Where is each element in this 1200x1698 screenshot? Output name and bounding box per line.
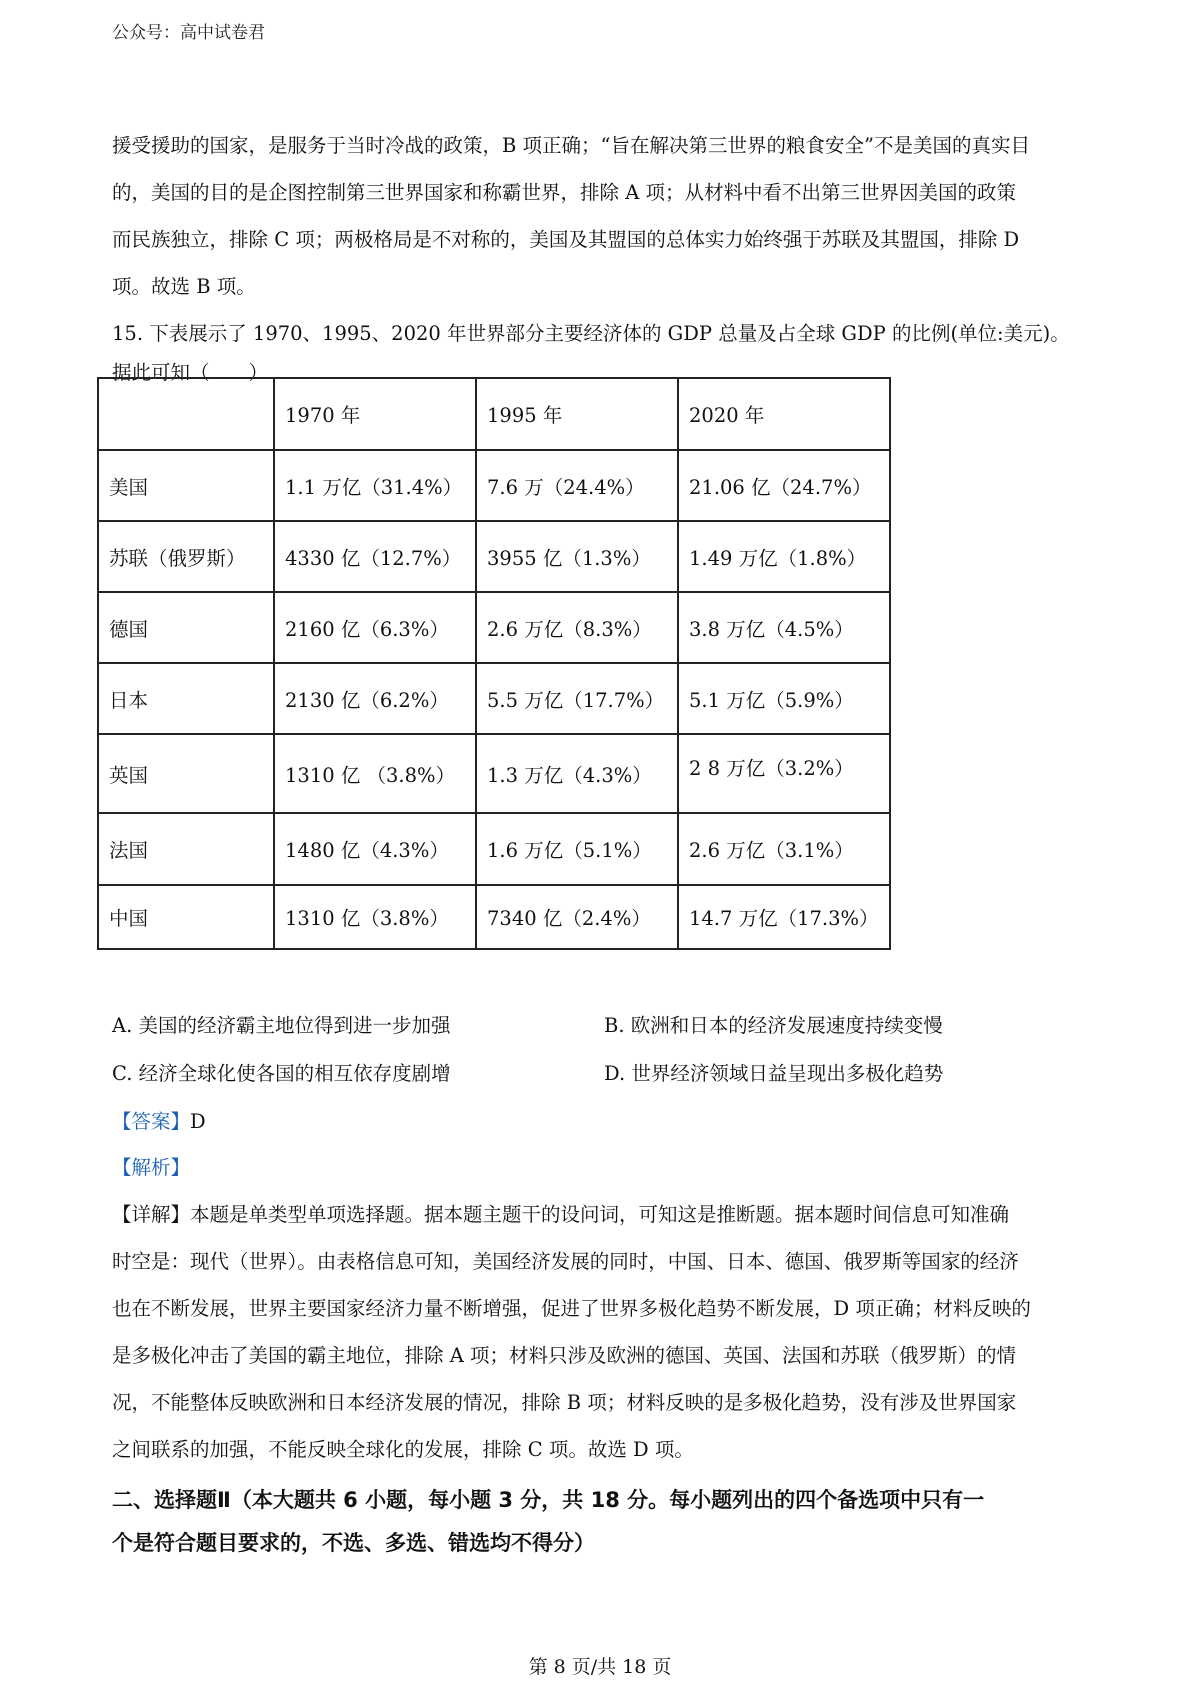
option-d: D. 世界经济领域日益呈现出多极化趋势 <box>604 1062 944 1085</box>
detail-line: 也在不断发展，世界主要国家经济力量不断增强，促进了世界多极化趋势不断发展，D 项正确；材料反映的 <box>112 1297 1031 1320</box>
answer-line <box>112 1106 206 1134</box>
table-cell: 法国 <box>98 813 274 885</box>
table-cell: 5.5 万亿（17.7%） <box>476 663 678 734</box>
detail-line: 况，不能整体反映欧洲和日本经济发展的情况，排除 B 项；材料反映的是多极化趋势，没有涉及世界国家 <box>112 1391 1017 1414</box>
table-cell: 德国 <box>98 592 274 663</box>
table-row <box>98 813 890 885</box>
table-cell: 3.8 万亿（4.5%） <box>678 592 890 663</box>
detail-line <box>112 1199 1009 1227</box>
table-cell: 美国 <box>98 450 274 521</box>
table-row <box>98 663 890 734</box>
intro-line: 项。故选 B 项。 <box>112 275 256 298</box>
detail-tag: 【详解】 <box>112 1203 191 1226</box>
table-cell: 1480 亿（4.3%） <box>274 813 476 885</box>
intro-line: 的，美国的目的是企图控制第三世界国家和称霸世界，排除 A 项；从材料中看不出第三世界因美国的政策 <box>112 181 1016 204</box>
page-number: 第 8 页/共 18 页 <box>528 1656 672 1678</box>
table-header-cell <box>98 378 274 450</box>
table-cell: 7.6 万（24.4%） <box>476 450 678 521</box>
table-cell: 1.3 万亿（4.3%） <box>476 734 678 813</box>
answer-tag: 【答案】 <box>112 1110 191 1133</box>
table-cell: 14.7 万亿（17.3%） <box>678 885 890 949</box>
table-header-row <box>98 378 890 450</box>
table-cell: 5.1 万亿（5.9%） <box>678 663 890 734</box>
table-cell: 1310 亿 （3.8%） <box>274 734 476 813</box>
question-stem: 15. 下表展示了 1970、1995、2020 年世界部分主要经济体的 GDP 总量及占全球 GDP 的比例(单位:美元)。 <box>112 322 1070 345</box>
table-cell: 2130 亿（6.2%） <box>274 663 476 734</box>
table-header-cell: 1970 年 <box>274 378 476 450</box>
table-cell: 1.6 万亿（5.1%） <box>476 813 678 885</box>
detail-line: 时空是：现代（世界）。由表格信息可知，美国经济发展的同时，中国、日本、德国、俄罗斯等国家的经济 <box>112 1250 1019 1273</box>
detail-line: 是多极化冲击了美国的霸主地位，排除 A 项；材料只涉及欧洲的德国、英国、法国和苏联（俄罗斯）的情 <box>112 1344 1016 1367</box>
page-header: 公众号：高中试卷君 <box>112 23 265 43</box>
intro-line: 援受援助的国家，是服务于当时冷战的政策，B 项正确；“旨在解决第三世界的粮食安全”不是美国的真实目 <box>112 134 1030 157</box>
option-b: B. 欧洲和日本的经济发展速度持续变慢 <box>604 1014 943 1037</box>
option-c: C. 经济全球化使各国的相互依存度剧增 <box>112 1062 451 1085</box>
table-cell: 2.6 万亿（8.3%） <box>476 592 678 663</box>
table-cell: 1310 亿（3.8%） <box>274 885 476 949</box>
table-cell: 中国 <box>98 885 274 949</box>
table-cell: 2 8 万亿（3.2%） <box>678 734 890 813</box>
option-a: A. 美国的经济霸主地位得到进一步加强 <box>112 1014 451 1037</box>
table-cell: 2160 亿（6.3%） <box>274 592 476 663</box>
section-title-cont: 个是符合题目要求的，不选、多选、错选均不得分） <box>112 1531 595 1555</box>
gdp-table <box>97 377 891 950</box>
table-header-cell: 2020 年 <box>678 378 890 450</box>
table-row <box>98 592 890 663</box>
section-title: 二、选择题Ⅱ（本大题共 6 小题，每小题 3 分，共 18 分。每小题列出的四个备选项中只有一 <box>112 1488 985 1512</box>
table-header-cell: 1995 年 <box>476 378 678 450</box>
table-cell: 1.49 万亿（1.8%） <box>678 521 890 592</box>
question-stem-cont: 据此可知（ ） <box>112 361 269 384</box>
table-row <box>98 521 890 592</box>
detail-line: 之间联系的加强，不能反映全球化的发展，排除 C 项。故选 D 项。 <box>112 1438 694 1461</box>
table-cell: 英国 <box>98 734 274 813</box>
table-row <box>98 734 890 813</box>
table-cell: 苏联（俄罗斯） <box>98 521 274 592</box>
table-cell: 3955 亿（1.3%） <box>476 521 678 592</box>
analysis-tag: 【解析】 <box>112 1156 191 1179</box>
answer-value: D <box>190 1110 206 1133</box>
table-cell: 4330 亿（12.7%） <box>274 521 476 592</box>
table-row <box>98 885 890 949</box>
intro-line: 而民族独立，排除 C 项；两极格局是不对称的，美国及其盟国的总体实力始终强于苏联及其盟国，排除 D <box>112 228 1020 251</box>
table-row <box>98 450 890 521</box>
table-cell: 1.1 万亿（31.4%） <box>274 450 476 521</box>
table-cell: 日本 <box>98 663 274 734</box>
detail-text: 本题是单类型单项选择题。据本题主题干的设问词，可知这是推断题。据本题时间信息可知准确 <box>190 1203 1010 1226</box>
table-cell: 7340 亿（2.4%） <box>476 885 678 949</box>
table-cell: 2.6 万亿（3.1%） <box>678 813 890 885</box>
table-cell: 21.06 亿（24.7%） <box>678 450 890 521</box>
